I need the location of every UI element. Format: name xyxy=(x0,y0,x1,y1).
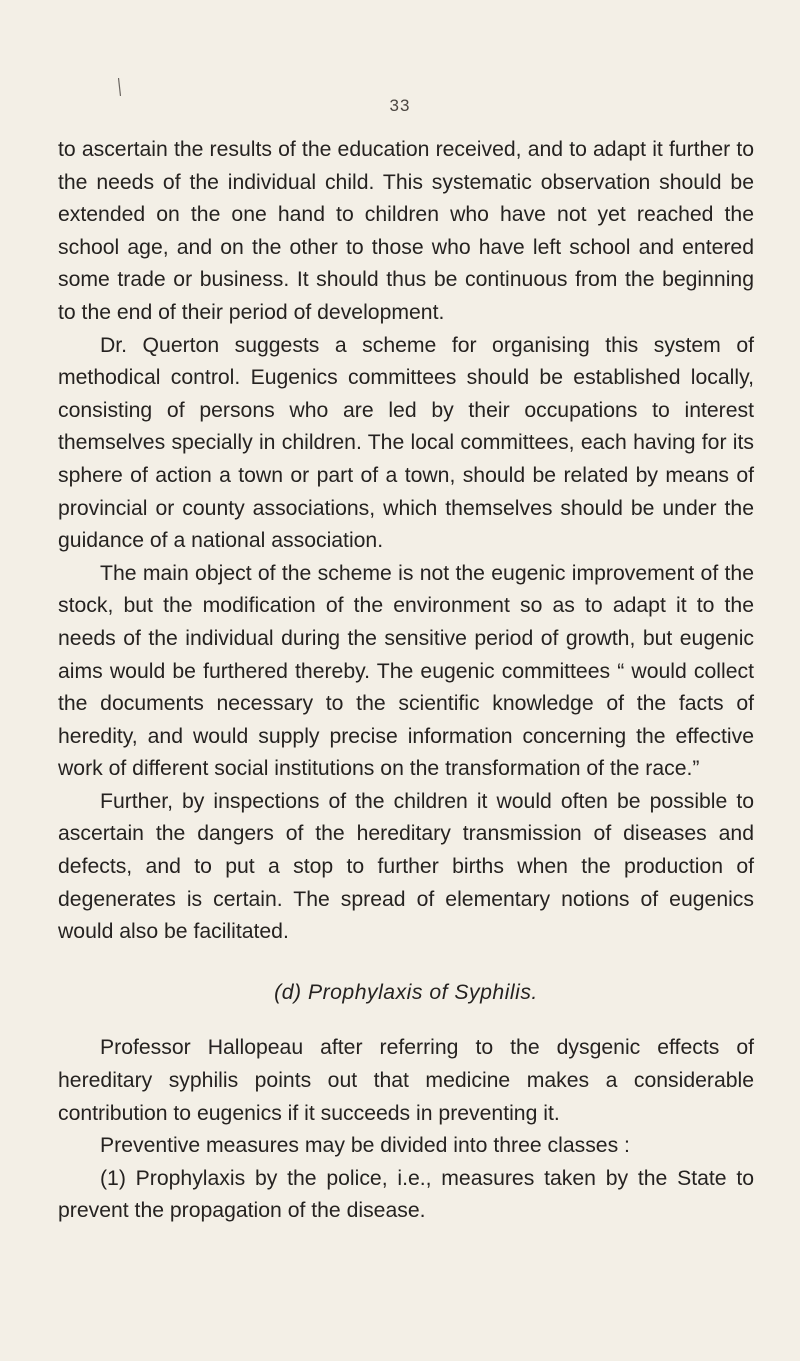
paragraph-inspections: Further, by inspections of the children it would often be possible to ascertain the dangers of the hereditary transmission of diseases and defects, and to put a stop to further births when the production of degenerates is certain. The spread of elementary notions of eugenics would also be facilitated. xyxy=(58,789,754,944)
margin-tick-mark xyxy=(118,78,121,96)
paragraph-continued: to ascertain the results of the education received, and to adapt it further to the needs of the individual child. This systematic observation should be extended on the one hand to children who have not yet reached the school age, and on the other to those who have left school and entered some trade or business. It should thus be continuous from the beginning to the end of their period of development. xyxy=(58,138,754,324)
paragraph-prophylaxis-police: (1) Prophylaxis by the police, i.e., measures taken by the State to prevent the propagation of the disease. xyxy=(58,1166,754,1223)
paragraph-preventive-measures: Preventive measures may be divided into three classes : xyxy=(100,1134,630,1158)
page-number: 33 xyxy=(389,96,411,115)
body-text xyxy=(58,134,754,1228)
paragraph-querton-scheme: Dr. Querton suggests a scheme for organising this system of methodical control. Eugenics committees should be established locally, consisting of persons who are led by their occupations to interest themselves specially in children. The local committees, each having for its sphere of action a town or part of a town, should be related by means of provincial or county associations, which themselves should be under the guidance of a national association. xyxy=(58,333,754,553)
paragraph-main-object: The main object of the scheme is not the eugenic improvement of the stock, but the modification of the environment so as to adapt it to the needs of the individual during the sensitive period of growth, but eugenic aims would be furthered thereby. The eugenic committees “ would collect the documents necessary to the scientific knowledge of the facts of heredity, and would supply precise information concerning the effective work of different social institutions on the transformation of the race.” xyxy=(58,561,754,781)
section-heading: (d) Prophylaxis of Syphilis. xyxy=(274,980,538,1004)
paragraph-hallopeau: Professor Hallopeau after referring to the dysgenic effects of hereditary syphilis points out that medicine makes a considerable contribution to eugenics if it succeeds in preventing it. xyxy=(58,1036,754,1125)
